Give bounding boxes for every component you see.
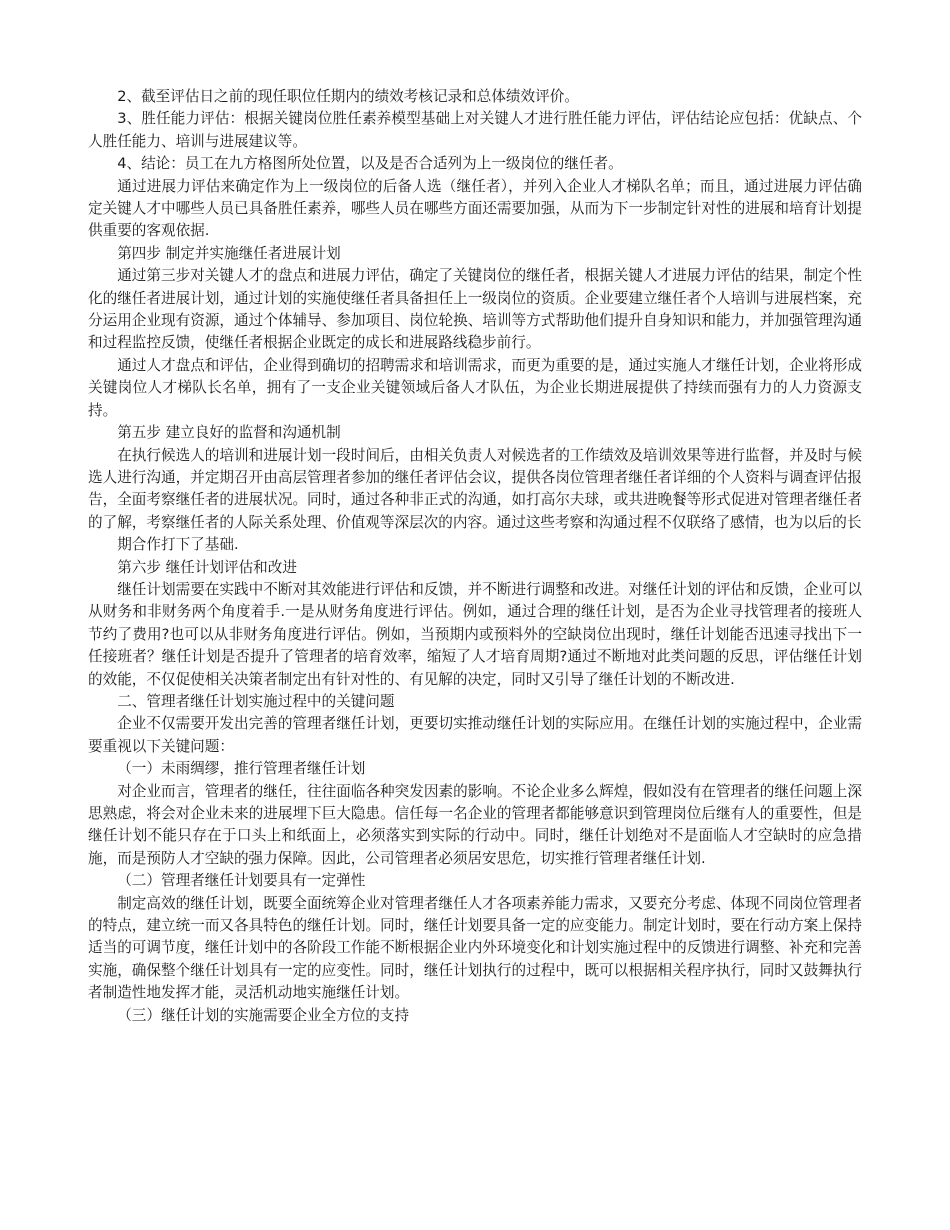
paragraph-step-six-body: 继任计划需要在实践中不断对其效能进行评估和反馈，并不断进行调整和改进。对继任计划的评估和反馈，企业可以从财务和非财务两个角度着手.一是从财务角度进行评估。例如，通过合理的继任计划，是否为企业寻找管理者的接班人节约了费用?也可以从非财务角度进行评估。例如，当预期内或预料外的空缺岗位出现时，继任计划能否迅速寻找出下一任接班者？继任计划是否提升了管理者的培育效率，缩短了人才培育周期?通过不断地对此类问题的反思，评估继任计划的效能，不仅促使相关决策者制定出有针对性的、有见解的决定，同时又引导了继任计划的不断改进. (88, 580, 862, 688)
paragraph-subsection-one-body: 对企业而言，管理者的继任，往往面临各种突发因素的影响。不论企业多么辉煌，假如没有在管理者的继任问题上深思熟虑，将会对企业未来的进展埋下巨大隐患。信任每一名企业的管理者都能够意识到管理岗位后继有人的重要性，但是继任计划不能只存在于口头上和纸面上，必须落实到实际的行动中。同时，继任计划绝对不是面临人才空缺时的应急措施，而是预防人才空缺的强力保障。因此，公司管理者必须居安思危，切实推行管理者继任计划. (88, 782, 862, 867)
subsection-two-heading: （二）管理者继任计划要具有一定弹性 (117, 872, 366, 890)
step-five-heading: 第五步 建立良好的监督和沟通机制 (117, 424, 341, 442)
paragraph-subsection-two-body: 制定高效的继任计划，既要全面统筹企业对管理者继任人才各项素养能力需求，又要充分考虑、体现不同岗位管理者的特点，建立统一而又各具特色的继任计划。同时，继任计划要具备一定的应变能力。制定计划时，要在行动方案上保持适当的可调节度，继任计划中的各阶段工作能不断根据企业内外环境变化和计划实施过程中的反馈进行调整、补充和完善实施，确保整个继任计划具有一定的应变性。同时，继任计划执行的过程中，既可以根据相关程序执行，同时又鼓舞执行者制造性地发挥才能，灵活机动地实施继任计划。 (88, 894, 862, 1002)
paragraph-development-assessment: 通过进展力评估来确定作为上一级岗位的后备人选（继任者），并列入企业人才梯队名单；而且，通过进展力评估确定关键人才中哪些人员已具备胜任素养，哪些人员在哪些方面还需要加强，从而为下一步制定针对性的进展和培育计划提供重要的客观依据. (88, 177, 862, 240)
step-six-heading: 第六步 继任计划评估和改进 (117, 558, 297, 576)
subsection-three-heading: （三）继任计划的实施需要企业全方位的支持 (117, 1006, 410, 1024)
section-two-heading: 二、管理者继任计划实施过程中的关键问题 (117, 692, 395, 710)
paragraph-section-two-intro: 企业不仅需要开发出完善的管理者继任计划，更要切实推动继任计划的实际应用。在继任计划的实施过程中，企业需要重视以下关键问题： (88, 715, 862, 755)
paragraph-item-3-competency: 3、胜任能力评估：根据关键岗位胜任素养模型基础上对关键人才进行胜任能力评估，评估结论应包括：优缺点、个人胜任能力、培训与进展建议等。 (88, 110, 862, 150)
document-body (88, 86, 862, 1027)
paragraph-step-five-body: 在执行候选人的培训和进展计划一段时间后，由相关负责人对候选者的工作绩效及培训效果等进行监督，并及时与候选人进行沟通，并定期召开由高层管理者参加的继任者评估会议，提供各岗位管理者继任者详细的个人资料与调查评估报告，全面考察继任者的进展状况。同时，通过各种非正式的沟通，如打高尔夫球，或共进晚餐等形式促进对管理者继任者的了解，考察继任者的人际关系处理、价值观等深层次的内容。通过这些考察和沟通过程不仅联络了感情，也为以后的长 (88, 446, 862, 531)
step-four-heading: 第四步 制定并实施继任者进展计划 (117, 244, 341, 262)
paragraph-step-five-continued: 期合作打下了基础. (117, 536, 239, 554)
paragraph-item-2-record: 2、截至评估日之前的现任职位任期内的绩效考核记录和总体绩效评价。 (117, 88, 579, 105)
paragraph-talent-inventory: 通过人才盘点和评估，企业得到确切的招聘需求和培训需求，而更为重要的是，通过实施人才继任计划，企业将形成关键岗位人才梯队长名单，拥有了一支企业关键领域后备人才队伍，为企业长期进展提供了持续而强有力的人力资源支持。 (88, 356, 862, 419)
paragraph-step-four-body: 通过第三步对关键人才的盘点和进展力评估，确定了关键岗位的继任者，根据关键人才进展力评估的结果，制定个性化的继任者进展计划，通过计划的实施使继任者具备担任上一级岗位的资质。企业要建立继任者个人培训与进展档案，充分运用企业现有资源，通过个体辅导、参加项目、岗位轮换、培训等方式帮助他们提升自身知识和能力，并加强管理沟通和过程监控反馈，使继任者根据企业既定的成长和进展路线稳步前行。 (88, 267, 862, 352)
subsection-one-heading: （一）未雨绸缪，推行管理者继任计划 (117, 760, 366, 778)
paragraph-item-4-conclusion: 4、结论：员工在九方格图所处位置，以及是否合适列为上一级岗位的继任者。 (117, 155, 623, 173)
